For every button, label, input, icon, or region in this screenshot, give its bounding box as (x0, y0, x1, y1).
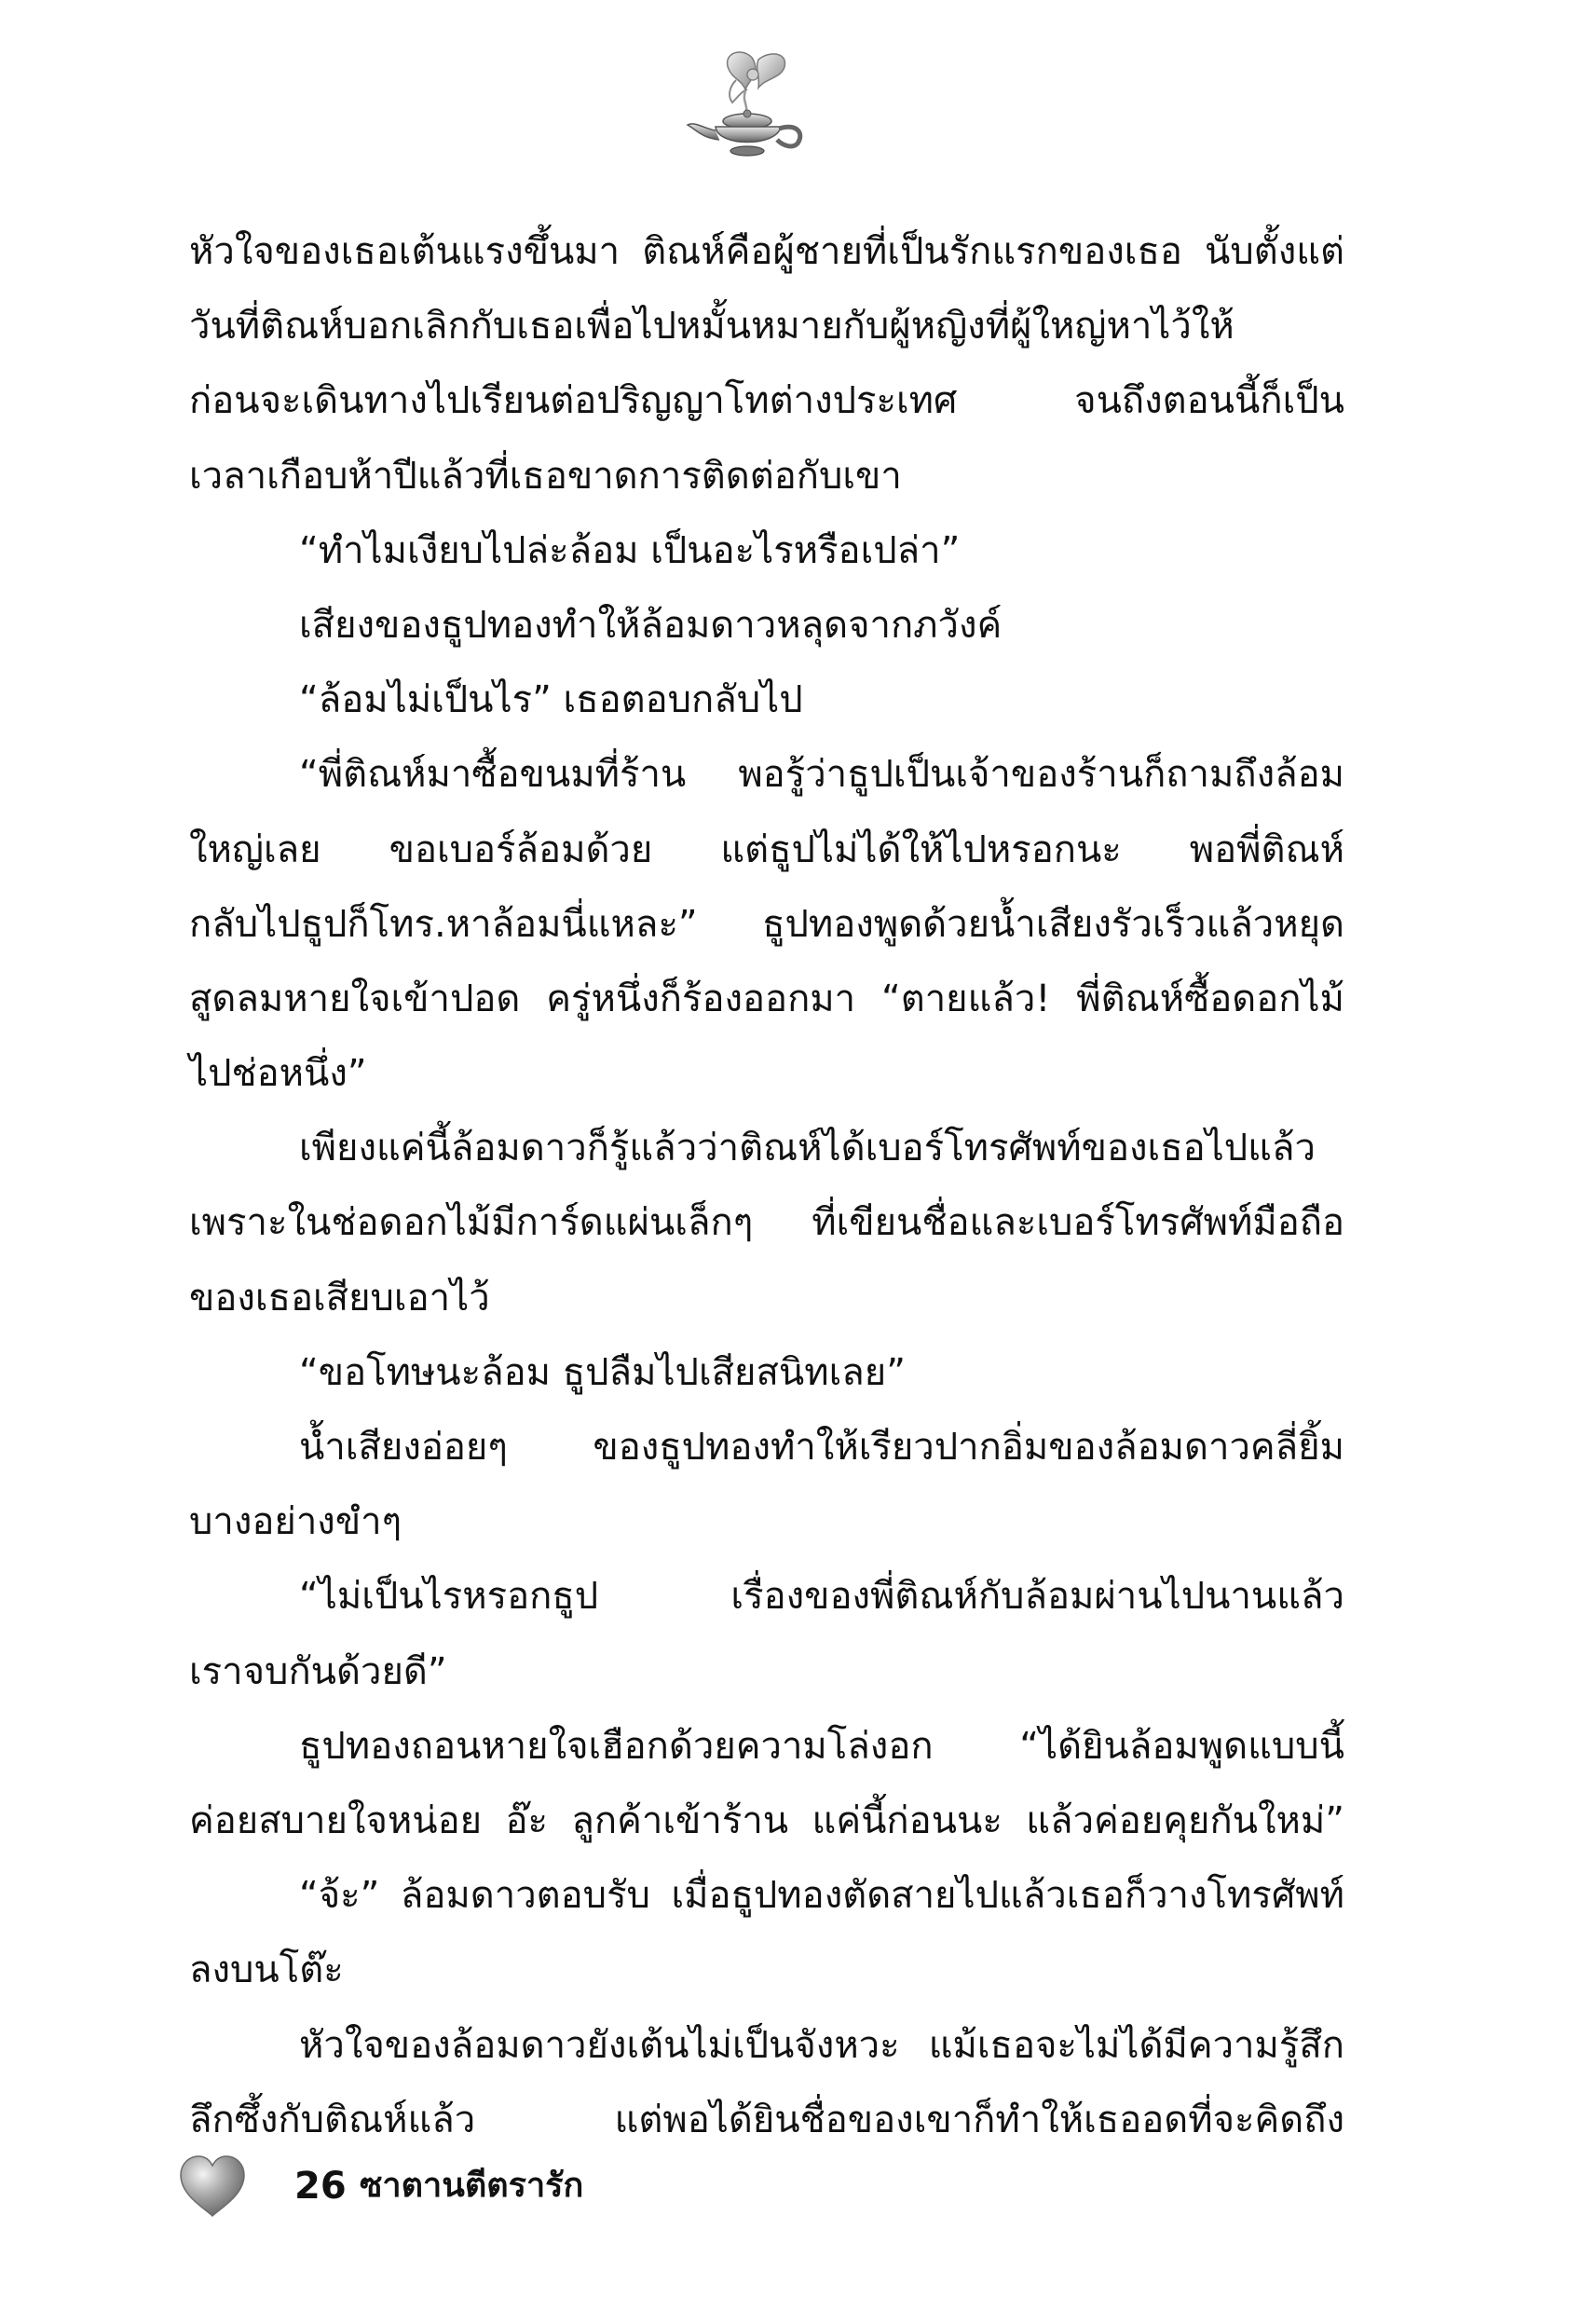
text-line: น้ำเสียงอ่อยๆ ของธูปทองทำให้เรียวปากอิ่มของล้อมดาวคลี่ยิ้ม (299, 1426, 1344, 1469)
text-line: “พี่ติณห์มาซื้อขนมที่ร้าน พอรู้ว่าธูปเป็นเจ้าของร้านก็ถามถึงล้อม (299, 753, 1344, 797)
text-line: เพราะในช่อดอกไม้มีการ์ดแผ่นเล็กๆ ที่เขียนชื่อและเบอร์โทรศัพท์มือถือ (189, 1201, 1344, 1245)
text-line: กลับไปธูปก็โทร.หาล้อมนี่แหละ” ธูปทองพูดด้วยน้ำเสียงรัวเร็วแล้วหยุด (189, 902, 1344, 946)
text-line: “จ้ะ” ล้อมดาวตอบรับ เมื่อธูปทองตัดสายไปแล้วเธอก็วางโทรศัพท์ (299, 1874, 1344, 1918)
text-line: หัวใจของเธอเต้นแรงขึ้นมา ติณห์คือผู้ชายที่เป็นรักแรกของเธอ นับตั้งแต่ (189, 230, 1344, 273)
text-line: “ล้อมไม่เป็นไร” เธอตอบกลับไป (299, 678, 803, 722)
text-line: เพียงแค่นี้ล้อมดาวก็รู้แล้วว่าติณห์ได้เบอร์โทรศัพท์ของเธอไปแล้ว (299, 1127, 1316, 1170)
text-line: เวลาเกือบห้าปีแล้วที่เธอขาดการติดต่อกับเขา (189, 454, 902, 498)
text-line: ก่อนจะเดินทางไปเรียนต่อปริญญาโทต่างประเทศ จนถึงตอนนี้ก็เป็น (189, 379, 1344, 423)
text-line: ลึกซึ้งกับติณห์แล้ว แต่พอได้ยินชื่อของเขาก็ทำให้เธออดที่จะคิดถึง (189, 2098, 1344, 2141)
text-line: หัวใจของล้อมดาวยังเต้นไม่เป็นจังหวะ แม้เธอจะไม่ได้มีความรู้สึก (299, 2023, 1344, 2067)
text-line: วันที่ติณห์บอกเลิกกับเธอเพื่อไปหมั้นหมายกับผู้หญิงที่ผู้ใหญ่หาไว้ให้ (189, 305, 1235, 349)
text-line: ค่อยสบายใจหน่อย อ๊ะ ลูกค้าเข้าร้าน แค่นี้ก่อนนะ แล้วค่อยคุยกันใหม่” (189, 1798, 1344, 1842)
text-line: “ทำไมเงียบไปล่ะล้อม เป็นอะไรหรือเปล่า” (299, 528, 961, 572)
text-line: ของเธอเสียบเอาไว้ (189, 1276, 490, 1320)
text-line: ไปช่อหนึ่ง” (189, 1052, 367, 1096)
page-number: 26 (294, 2165, 347, 2208)
text-line: สูดลมหายใจเข้าปอด ครู่หนึ่งก็ร้องออกมา “ตายแล้ว! พี่ติณห์ซื้อดอกไม้ (189, 977, 1344, 1020)
text-line: เสียงของธูปทองทำให้ล้อมดาวหลุดจากภวังค์ (299, 603, 1003, 647)
genie-lamp-with-angel-icon (680, 47, 829, 168)
book-title: ซาตานตีตรารัก (360, 2167, 584, 2205)
page-footer (177, 2153, 736, 2227)
text-line: ใหญ่เลย ขอเบอร์ล้อมด้วย แต่ธูปไม่ได้ให้ไปหรอกนะ พอพี่ติณห์ (189, 827, 1344, 871)
text-line: ลงบนโต๊ะ (189, 1949, 344, 1992)
text-line: บางอย่างขำๆ (189, 1500, 402, 1544)
text-line: เราจบกันด้วยดี” (189, 1649, 447, 1693)
text-line: “ขอโทษนะล้อม ธูปลืมไปเสียสนิทเลย” (299, 1350, 906, 1394)
text-line: ธูปทองถอนหายใจเฮือกด้วยความโล่งอก “ได้ยินล้อมพูดแบบนี้ (299, 1724, 1344, 1768)
heart-icon (177, 2153, 248, 2220)
body-text (189, 214, 1344, 2157)
text-line: “ไม่เป็นไรหรอกธูป เรื่องของพี่ติณห์กับล้อมผ่านไปนานแล้ว (299, 1575, 1344, 1619)
